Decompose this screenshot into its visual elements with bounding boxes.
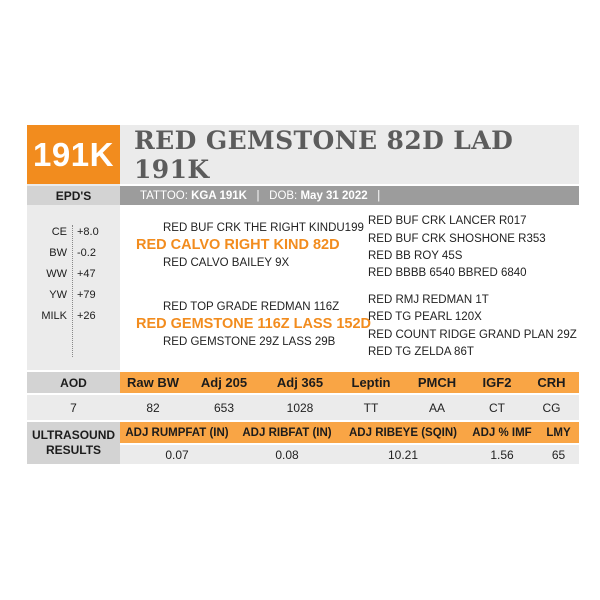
- ultrasound-header: ADJ RIBEYE (SQIN): [349, 426, 457, 439]
- title-bar: [120, 125, 579, 184]
- trait-header: Adj 205: [200, 375, 248, 390]
- aod-value: 7: [27, 395, 120, 420]
- epd-row-milk: [27, 307, 120, 328]
- trait-header: Leptin: [351, 375, 391, 390]
- pedigree-dsd: RED TG PEARL 120X: [368, 311, 482, 323]
- epd-row-ce: [27, 223, 120, 244]
- pedigree-dam: RED GEMSTONE 116Z LASS 152D: [136, 316, 372, 332]
- ultrasound-value: 0.07: [165, 447, 189, 462]
- trait-value: 653: [213, 400, 235, 415]
- pedigree-sire: RED CALVO RIGHT KIND 82D: [136, 237, 340, 253]
- ultrasound-values-row: [120, 445, 579, 464]
- ultrasound-header: ADJ RUMPFAT (IN): [125, 426, 229, 439]
- pedigree-sds: RED BB ROY 45S: [368, 250, 463, 262]
- trait-value: AA: [428, 400, 445, 415]
- ultrasound-value: 1.56: [490, 447, 514, 462]
- ultrasound-value: 10.21: [387, 447, 419, 462]
- epd-label: CE: [51, 226, 67, 238]
- epd-value: -0.2: [77, 247, 96, 259]
- dob-label: DOB:: [269, 189, 298, 202]
- lot-badge: [27, 125, 120, 184]
- trait-value: 82: [146, 400, 160, 415]
- epd-value: +47: [77, 268, 96, 280]
- animal-name: RED GEMSTONE 82D LAD 191K: [134, 125, 514, 184]
- epd-row-bw: [27, 244, 120, 265]
- trait-header: PMCH: [417, 375, 457, 390]
- trait-values-row: [120, 395, 579, 420]
- epd-header: EPD'S: [27, 186, 120, 205]
- epd-list: [27, 223, 120, 328]
- tattoo-value: KGA 191K: [191, 189, 247, 202]
- epd-row-yw: [27, 286, 120, 307]
- pedigree-dds: RED COUNT RIDGE GRAND PLAN 29Z: [368, 329, 577, 341]
- trait-header: Adj 365: [276, 375, 324, 390]
- ultrasound-header: ADJ % IMF: [472, 426, 532, 439]
- pedigree-sss: RED BUF CRK LANCER R017: [368, 215, 527, 227]
- ultrasound-value: 0.08: [275, 447, 299, 462]
- trait-header: IGF2: [482, 375, 512, 390]
- epd-value: +79: [77, 289, 96, 301]
- ultrasound-label-line1: ULTRASOUND: [31, 428, 116, 442]
- pedigree-dss: RED RMJ REDMAN 1T: [368, 294, 489, 306]
- pedigree-ssd: RED BUF CRK SHOSHONE R353: [368, 233, 546, 245]
- epd-label: MILK: [41, 310, 67, 322]
- aod-label: AOD: [27, 372, 120, 393]
- ultrasound-label-line2: RESULTS: [45, 443, 102, 457]
- ultrasound-header: LMY: [546, 426, 571, 439]
- epd-label: BW: [49, 247, 67, 259]
- separator: |: [256, 189, 260, 202]
- pedigree-sire-sire: RED BUF CRK THE RIGHT KINDU199: [163, 222, 364, 234]
- epd-label: WW: [46, 268, 67, 280]
- ultrasound-header-bar: [120, 422, 579, 443]
- trait-value: TT: [363, 400, 379, 415]
- trait-header-bar: [120, 372, 579, 393]
- trait-header: Raw BW: [127, 375, 179, 390]
- dob-value: May 31 2022: [300, 189, 368, 202]
- tattoo-label: TATTOO:: [140, 189, 188, 202]
- ultrasound-value: 65: [551, 447, 566, 462]
- trait-value: 1028: [286, 400, 314, 415]
- lot-number: 191K: [33, 135, 114, 173]
- pedigree-sdd: RED BBBB 6540 BBRED 6840: [368, 267, 527, 279]
- trait-value: CT: [489, 400, 505, 415]
- tattoo-bar: [120, 186, 579, 205]
- trait-header: CRH: [537, 375, 566, 390]
- pedigree-dam-dam: RED GEMSTONE 29Z LASS 29B: [163, 336, 336, 348]
- epd-row-ww: [27, 265, 120, 286]
- epd-value: +26: [77, 310, 96, 322]
- pedigree-sire-dam: RED CALVO BAILEY 9X: [163, 257, 290, 269]
- ultrasound-label: [27, 422, 120, 464]
- separator: |: [377, 189, 381, 202]
- animal-card: [27, 125, 579, 470]
- pedigree-dam-sire: RED TOP GRADE REDMAN 116Z: [163, 301, 340, 313]
- trait-value: CG: [542, 400, 561, 415]
- epd-value: +8.0: [77, 226, 99, 238]
- epd-label: YW: [49, 289, 67, 301]
- ultrasound-header: ADJ RIBFAT (IN): [242, 426, 332, 439]
- pedigree-ddd: RED TG ZELDA 86T: [368, 346, 474, 358]
